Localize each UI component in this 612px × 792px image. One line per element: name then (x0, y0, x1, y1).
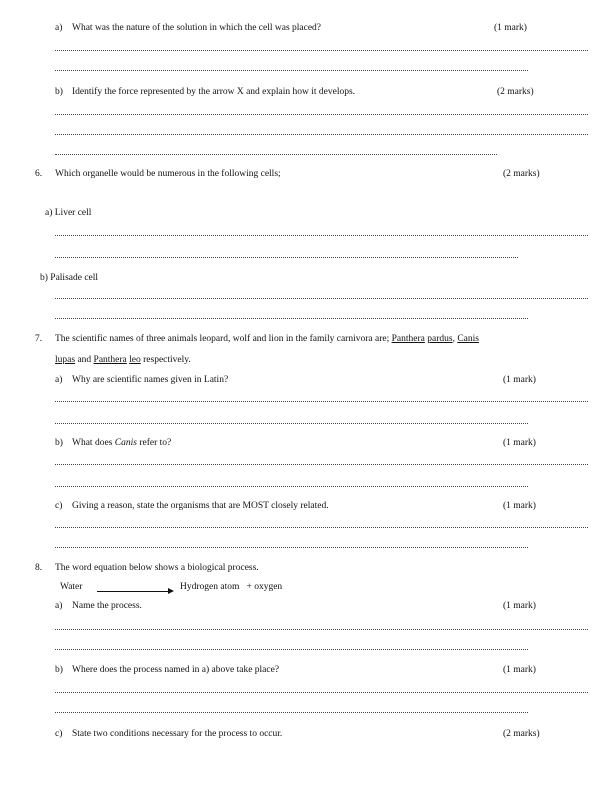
answer-line[interactable] (55, 235, 588, 236)
answer-line[interactable] (55, 423, 528, 424)
q7-number: 7. (35, 334, 43, 344)
q7c-text: Giving a reason, state the organisms that are MOST closely related. (72, 501, 329, 511)
answer-line[interactable] (55, 464, 588, 465)
q7c-label: c) (55, 501, 63, 511)
q7b-label: b) (55, 438, 63, 448)
q8a-text: Name the process. (72, 601, 142, 611)
answer-line[interactable] (55, 50, 588, 51)
q5a-text: What was the nature of the solution in which the cell was placed? (72, 23, 322, 33)
q5a-marks: (1 mark) (494, 23, 527, 33)
q5b-text: Identify the force represented by the arrow X and explain how it develops. (72, 87, 356, 97)
answer-line[interactable] (55, 298, 588, 299)
q8c-label: c) (55, 729, 63, 739)
answer-line[interactable] (55, 649, 528, 650)
q5a-label: a) (55, 23, 63, 33)
q6-text: Which organelle would be numerous in the following cells; (55, 169, 281, 179)
q7c-marks: (1 mark) (503, 501, 536, 511)
q6b-text: b) Palisade cell (40, 273, 99, 283)
answer-line[interactable] (55, 154, 497, 155)
q7a-label: a) (55, 375, 63, 385)
q8b-text: Where does the process named in a) above take place? (72, 665, 280, 675)
q5b-label: b) (55, 87, 63, 97)
equation-reactant: Water (60, 582, 83, 592)
q8b-marks: (1 mark) (503, 665, 536, 675)
q5b-marks: (2 marks) (497, 87, 534, 97)
q6a-text: a) Liver cell (45, 208, 92, 218)
arrow-right-icon (97, 591, 172, 592)
q7a-text: Why are scientific names given in Latin? (72, 375, 229, 385)
answer-line[interactable] (55, 318, 528, 319)
answer-line[interactable] (55, 70, 528, 71)
answer-line[interactable] (55, 401, 588, 402)
q8-number: 8. (35, 563, 43, 573)
answer-line[interactable] (55, 134, 588, 135)
answer-line[interactable] (55, 257, 518, 258)
answer-line[interactable] (55, 486, 528, 487)
answer-line[interactable] (55, 114, 588, 115)
q6-marks: (2 marks) (503, 169, 540, 179)
answer-line[interactable] (55, 692, 588, 693)
answer-line[interactable] (55, 547, 528, 548)
q7-text-line1: The scientific names of three animals leopard, wolf and lion in the family carnivora are; Panthera pardus, Canis (55, 334, 479, 344)
answer-line[interactable] (55, 712, 528, 713)
q6-number: 6. (35, 169, 43, 179)
q7b-marks: (1 mark) (503, 438, 536, 448)
q8a-marks: (1 mark) (503, 601, 536, 611)
q8c-text: State two conditions necessary for the process to occur. (72, 729, 283, 739)
q8a-label: a) (55, 601, 63, 611)
answer-line[interactable] (55, 629, 588, 630)
q7b-text: What does Canis refer to? (72, 438, 172, 448)
q8b-label: b) (55, 665, 63, 675)
equation-products: Hydrogen atom + oxygen (180, 582, 283, 592)
q7-text-line2: lupas and Panthera leo respectively. (55, 355, 191, 365)
q8c-marks: (2 marks) (503, 729, 540, 739)
q8-text: The word equation below shows a biological process. (55, 563, 259, 573)
answer-line[interactable] (55, 527, 588, 528)
q7a-marks: (1 mark) (503, 375, 536, 385)
